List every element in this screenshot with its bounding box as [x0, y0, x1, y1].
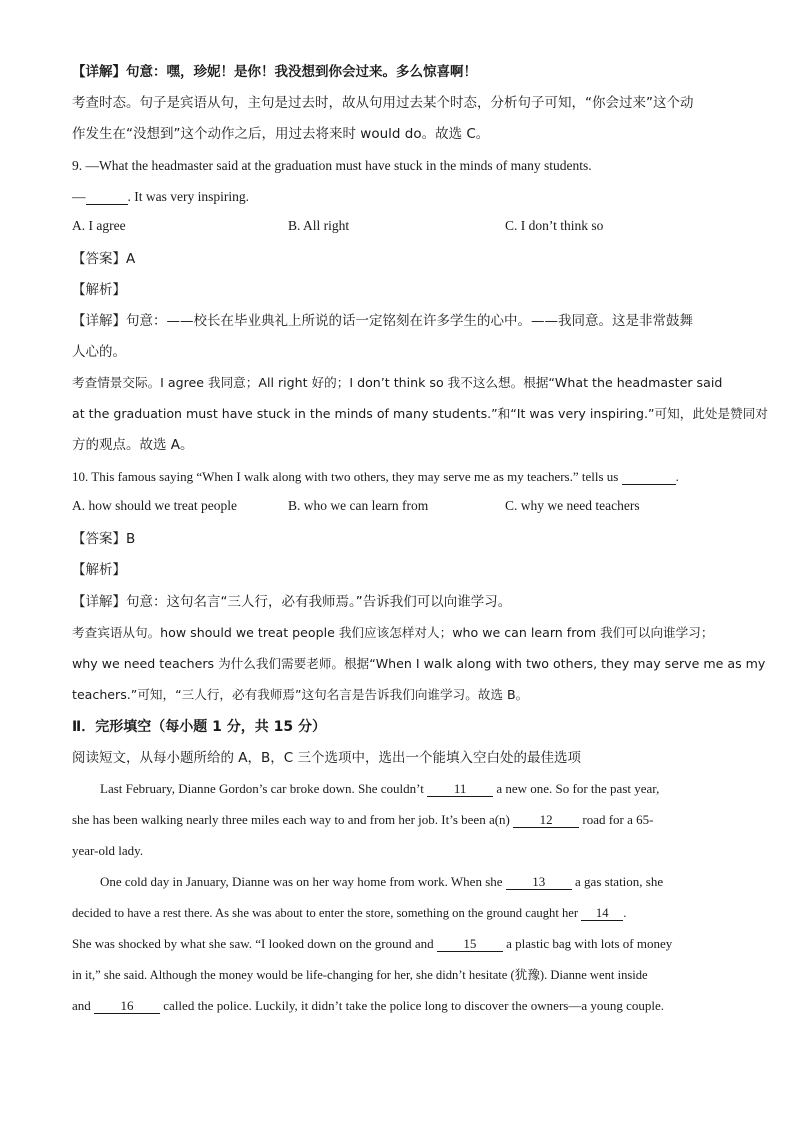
passage-p2-line4: in it,” she said. Although the money would be life-changing for her, she didn’t hesitate (犹豫). Dianne went inside	[72, 968, 648, 982]
q10-explanation-line3: teachers.”可知，“三人行，必有我师焉”这句名言是告诉我们向谁学习。故选 B。	[72, 687, 529, 702]
q9-detail-line1: 【详解】句意：——校长在毕业典礼上所说的话一定铭刻在许多学生的心中。——我同意。这是非常鼓舞	[72, 313, 693, 329]
q10-stem	[72, 467, 679, 487]
q9-reply-text: . It was very inspiring.	[127, 189, 249, 204]
q10-option-b: B. who we can learn from	[288, 498, 429, 513]
q9-detail-line2: 人心的。	[72, 344, 126, 360]
passage-p1-line3: year-old lady.	[72, 843, 144, 858]
passage-p2-line3	[72, 934, 672, 954]
p2-text-b: a gas station, she	[575, 874, 664, 889]
q9-stem: 9. —What the headmaster said at the graduation must have stuck in the minds of many students.	[72, 158, 592, 173]
passage-p2-line1	[72, 872, 663, 892]
q9-reply-dash: —	[72, 189, 86, 204]
q10-option-a: A. how should we treat people	[72, 498, 237, 513]
q9-option-a: A. I agree	[72, 218, 126, 233]
q10-explanation-line2: why we need teachers 为什么我们需要老师。根据“When I walk along with two others, they may serve me as my	[72, 656, 766, 671]
passage-p2-line5	[72, 996, 664, 1016]
cloze-blank-14: 14	[581, 906, 623, 921]
cloze-blank-11: 11	[427, 782, 493, 797]
q9-explanation-line3: 方的观点。故选 A。	[72, 437, 194, 453]
q9-option-c: C. I don’t think so	[505, 218, 604, 233]
p2-text-f: a plastic bag with lots of money	[506, 936, 673, 951]
q8-explanation-line2: 作发生在“没想到”这个动作之后，用过去将来时 would do。故选 C。	[72, 126, 490, 142]
q9-answer: 【答案】A	[72, 251, 136, 267]
q9-blank	[86, 190, 128, 205]
q9-reply	[72, 187, 249, 207]
passage-p2-line2	[72, 903, 626, 923]
q8-detail: 【详解】句意：嘿，珍妮！是你！我没想到你会过来。多么惊喜啊！	[72, 64, 477, 80]
p2-text-d: .	[623, 906, 627, 920]
p2-text-c: decided to have a rest there. As she was about to enter the store, something on the ground caught her	[72, 906, 579, 920]
q10-stem-period: .	[675, 469, 679, 484]
p2-text-a: One cold day in January, Dianne was on her way home from work. When she	[100, 874, 503, 889]
q9-explanation-line1: 考查情景交际。I agree 我同意；All right 好的；I don’t think so 我不这么想。根据“What the headmaster said	[72, 375, 723, 390]
q10-answer: 【答案】B	[72, 531, 136, 547]
cloze-blank-16: 16	[94, 999, 160, 1014]
cloze-blank-12: 12	[513, 813, 579, 828]
q9-option-b: B. All right	[288, 218, 350, 233]
p2-text-e: She was shocked by what she saw. “I looked down on the ground and	[72, 936, 434, 951]
q10-stem-text: 10. This famous saying “When I walk along with two others, they may serve me as my teachers.” tells us	[72, 469, 619, 484]
q10-option-c: C. why we need teachers	[505, 498, 640, 513]
passage-p1-line2	[72, 810, 653, 830]
q10-blank	[622, 470, 676, 485]
p1-text-c: she has been walking nearly three miles each way to and from her job. It’s been a(n)	[72, 812, 510, 827]
q8-explanation-line1: 考查时态。句子是宾语从句，主句是过去时，故从句用过去某个时态，分析句子可知，“你会过来”这个动	[72, 95, 694, 111]
cloze-blank-15: 15	[437, 937, 503, 952]
q10-explanation-line1: 考查宾语从句。how should we treat people 我们应该怎样对人；who we can learn from 我们可以向谁学习；	[72, 625, 714, 640]
q10-analysis-label: 【解析】	[72, 562, 126, 578]
q9-explanation-line2: at the graduation must have stuck in the minds of many students.”和“It was very inspiring.”可知，此处是赞同对	[72, 406, 768, 421]
section-title: Ⅱ．完形填空（每小题 1 分，共 15 分）	[72, 719, 326, 735]
p2-text-h: called the police. Luckily, it didn’t take the police long to discover the owners—a young couple.	[163, 998, 665, 1013]
cloze-blank-13: 13	[506, 875, 572, 890]
p1-text-a: Last February, Dianne Gordon’s car broke down. She couldn’t	[100, 781, 424, 796]
q10-detail: 【详解】句意：这句名言“三人行，必有我师焉。”告诉我们可以向谁学习。	[72, 594, 512, 610]
q9-analysis-label: 【解析】	[72, 282, 126, 298]
p2-text-g: and	[72, 998, 91, 1013]
passage-p1-line1	[72, 779, 659, 799]
section-instruction: 阅读短文，从每小题所给的 A，B，C 三个选项中，选出一个能填入空白处的最佳选项	[72, 750, 582, 766]
p1-text-b: a new one. So for the past year,	[496, 781, 660, 796]
p1-text-d: road for a 65-	[582, 812, 654, 827]
